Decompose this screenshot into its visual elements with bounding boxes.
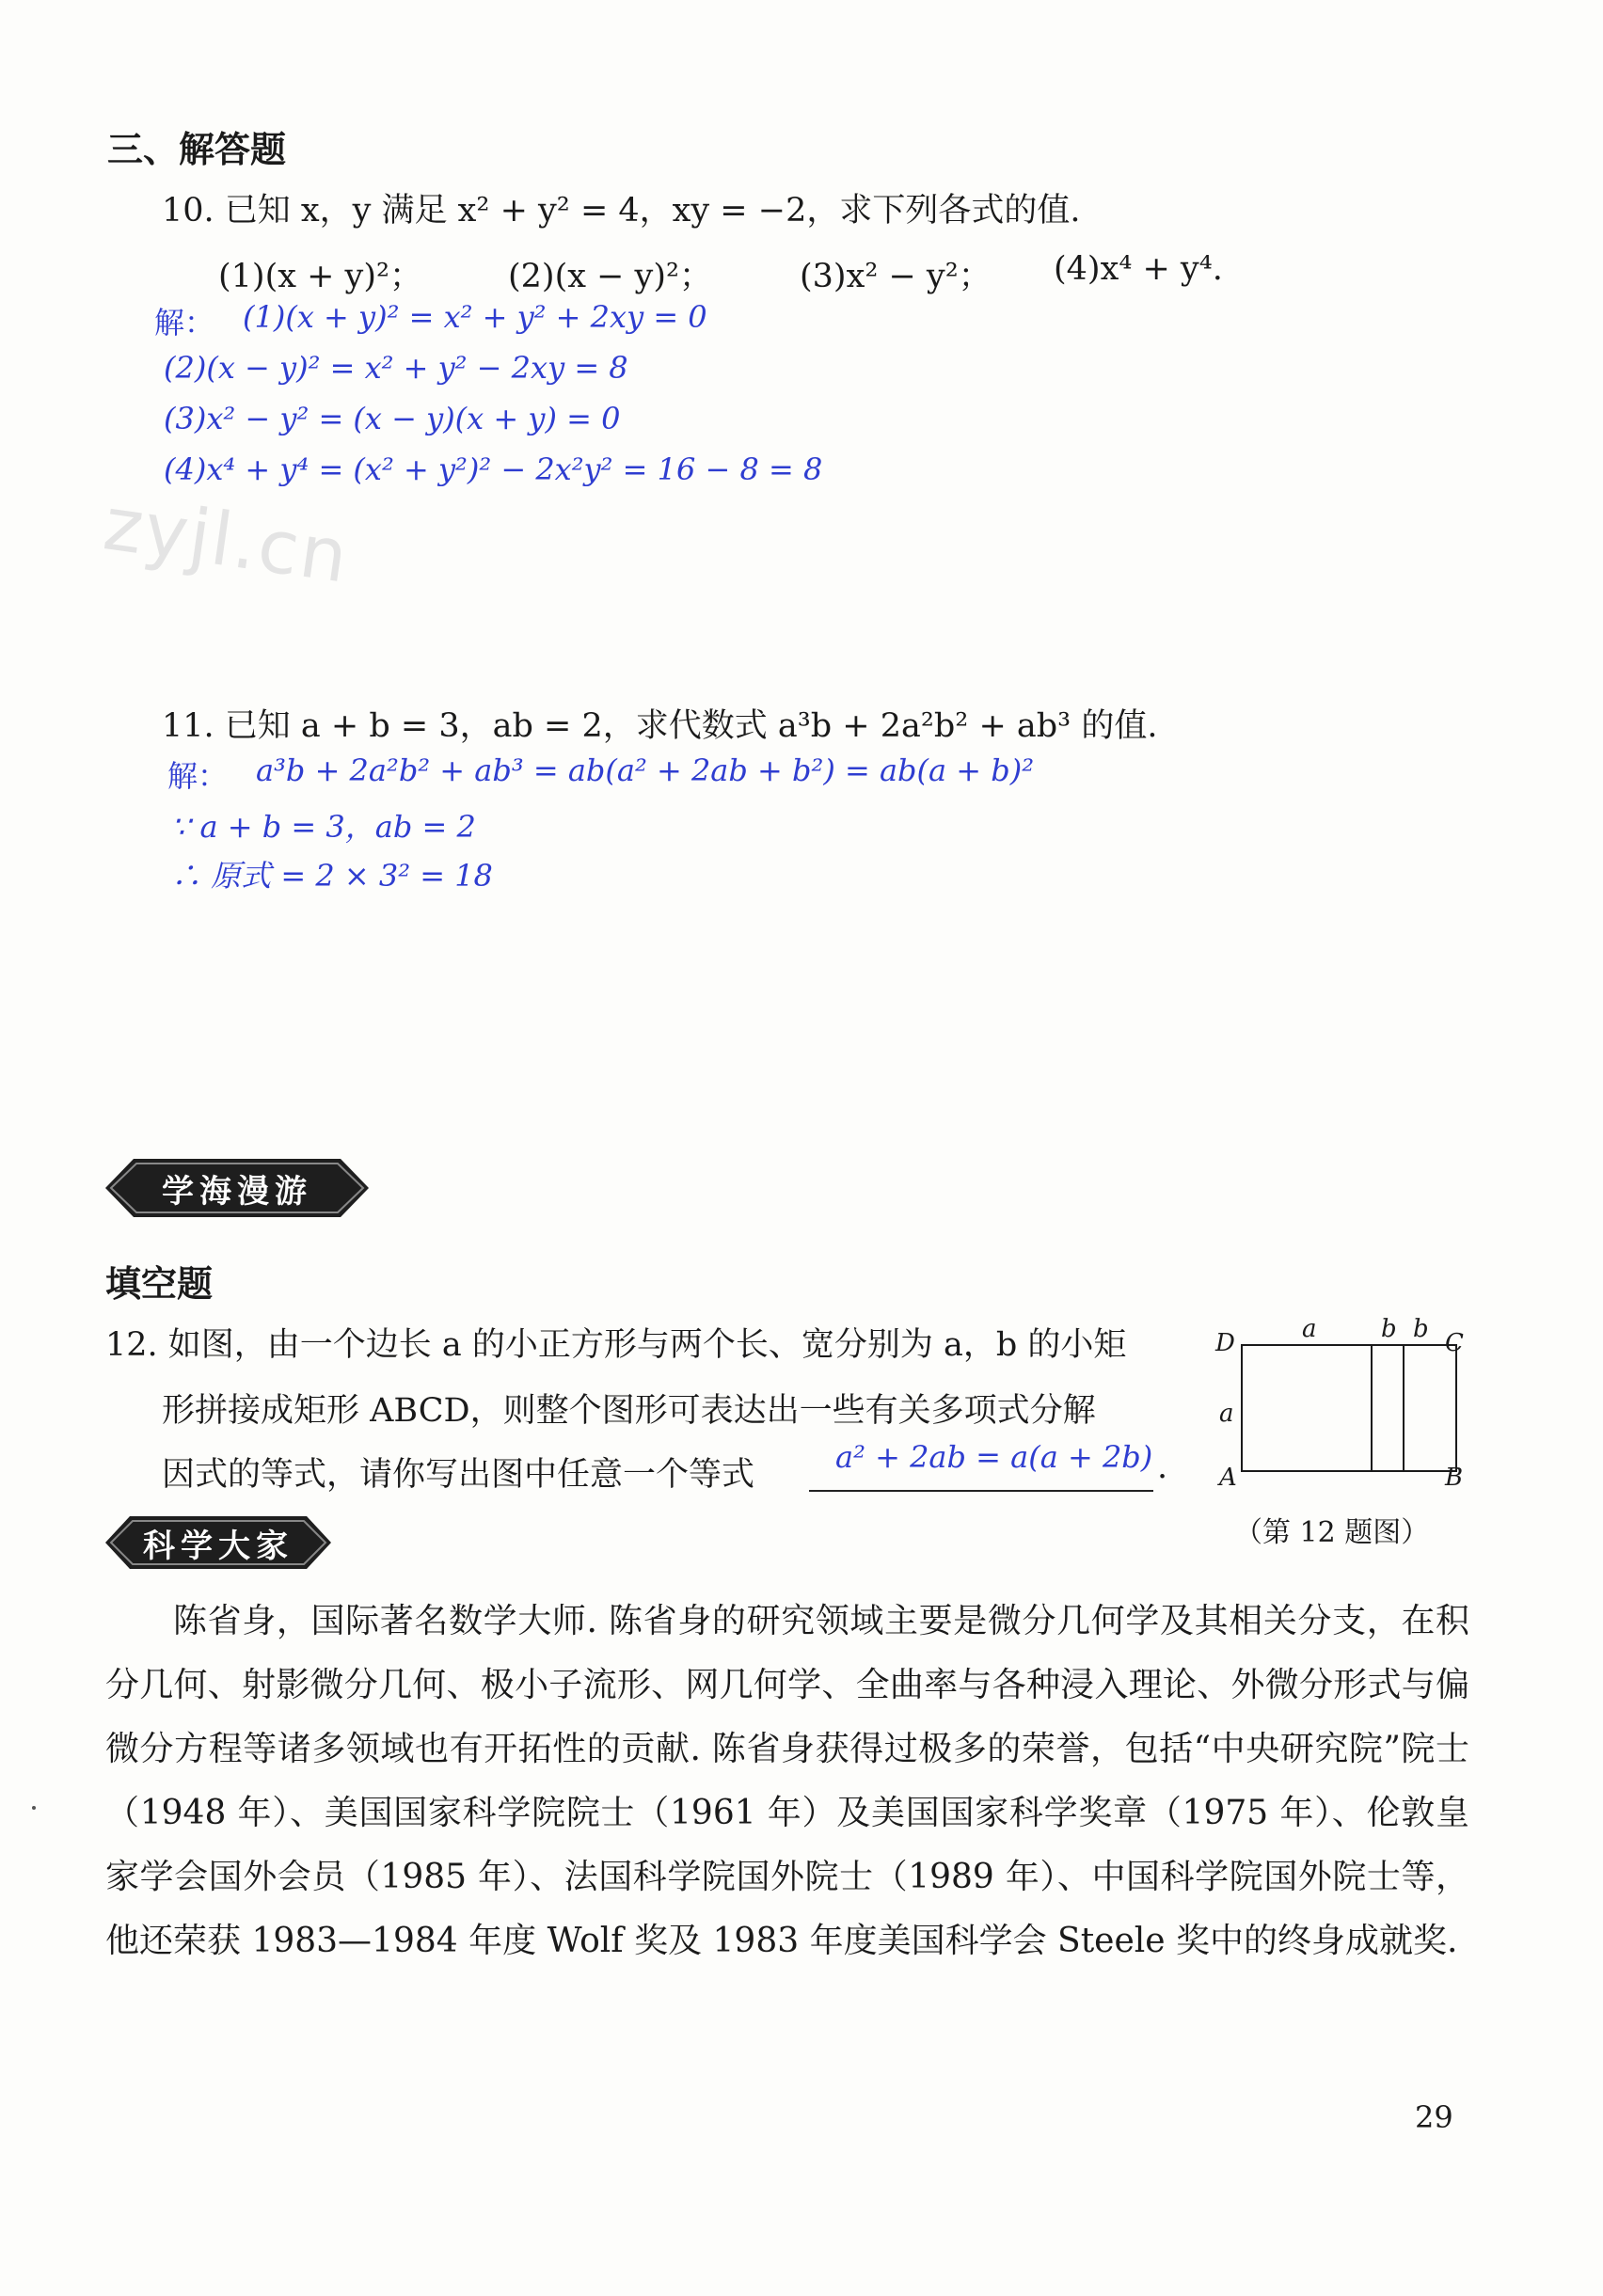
q12-line-2: 形拼接成矩形 ABCD，则整个图形可表达出一些有关多项式分解: [162, 1392, 1096, 1430]
rect-abcd: [1242, 1345, 1456, 1471]
q12-line-1: 12. 如图，由一个边长 a 的小正方形与两个长、宽分别为 a，b 的小矩: [105, 1326, 1127, 1364]
q12-answer-blank: [809, 1490, 1153, 1492]
label-left-a: a: [1219, 1400, 1234, 1428]
q10-answer-line-4: (4)x⁴ + y⁴ = (x² + y²)² − 2x²y² = 16 − 8 = 8: [164, 451, 823, 487]
label-C: C: [1445, 1329, 1464, 1357]
watermark: zyjl.cn: [99, 482, 355, 600]
q11-answer-line-1: a³b + 2a²b² + ab³ = ab(a² + 2ab + b²) = ab(a + b)²: [256, 752, 1035, 788]
q10-answer-line-1: (1)(x + y)² = x² + y² + 2xy = 0: [243, 299, 707, 335]
q10-answer-line-2: (2)(x − y)² = x² + y² − 2xy = 8: [164, 350, 628, 386]
q10-answer-line-3: (3)x² − y² = (x − y)(x + y) = 0: [164, 401, 621, 436]
q10-part-1: (1)(x + y)²；: [218, 258, 423, 295]
figure-caption: （第 12 题图）: [1234, 1516, 1430, 1549]
section-heading: 三、解答题: [107, 129, 287, 170]
banner-xuehai-text: 学海漫游: [162, 1172, 312, 1211]
label-D: D: [1215, 1329, 1235, 1357]
banner-xuehai: [105, 1159, 369, 1217]
banner-kexue-text: 科学大家: [143, 1527, 294, 1565]
label-top-a: a: [1302, 1315, 1317, 1343]
q11-answer-label: 解：: [167, 758, 229, 794]
q11-stem: 11. 已知 a + b = 3，ab = 2，求代数式 a³b + 2a²b² + ab³ 的值.: [162, 707, 1158, 745]
q10-part-2: (2)(x − y)²；: [508, 258, 713, 295]
label-B: B: [1445, 1464, 1464, 1492]
margin-dot: [32, 1806, 36, 1810]
bio-paragraph: 陈省身，国际著名数学大师. 陈省身的研究领域主要是微分几何学及其相关分支，在积分几何、射影微分几何、极小子流形、网几何学、全曲率与各种浸入理论、外微分形式与偏微分方程等诸多领域也有开拓性的贡献. 陈省身获得过极多的荣誉，包括“中央研究院”院士（1948 年）、美国国家科学院院士（1961 年）及美国国家科学奖章（1975 年）、伦敦皇家学会国外会员（1985 年）、法国科学院国外院士（1989 年）、中国科学院国外院士等，他还荣获 1983—1984 年度 Wolf 奖及 1983 年度美国科学会 Steele 奖中的终身成就奖.: [105, 1602, 1469, 1960]
q10-answer-label: 解：: [154, 305, 215, 340]
fill-heading: 填空题: [105, 1263, 214, 1305]
q10-part-3: (3)x² − y²；: [800, 258, 992, 295]
banner-kexue: [105, 1516, 331, 1569]
q12-answer: a² + 2ab = a(a + 2b): [835, 1439, 1153, 1475]
q12-line-3-end: .: [1157, 1449, 1168, 1486]
label-top-b2: b: [1413, 1315, 1429, 1343]
page-number: 29: [1415, 2099, 1453, 2135]
label-A: A: [1219, 1464, 1237, 1492]
q11-answer-line-2: ∵ a + b = 3，ab = 2: [171, 809, 476, 845]
label-top-b1: b: [1381, 1315, 1397, 1343]
q12-line-3: 因式的等式，请你写出图中任意一个等式: [162, 1456, 755, 1494]
q10-stem: 10. 已知 x，y 满足 x² + y² = 4，xy = −2，求下列各式的值.: [162, 192, 1081, 230]
q11-answer-line-3: ∴ 原式 = 2 × 3² = 18: [171, 858, 493, 894]
q10-part-4: (4)x⁴ + y⁴.: [1054, 250, 1223, 288]
